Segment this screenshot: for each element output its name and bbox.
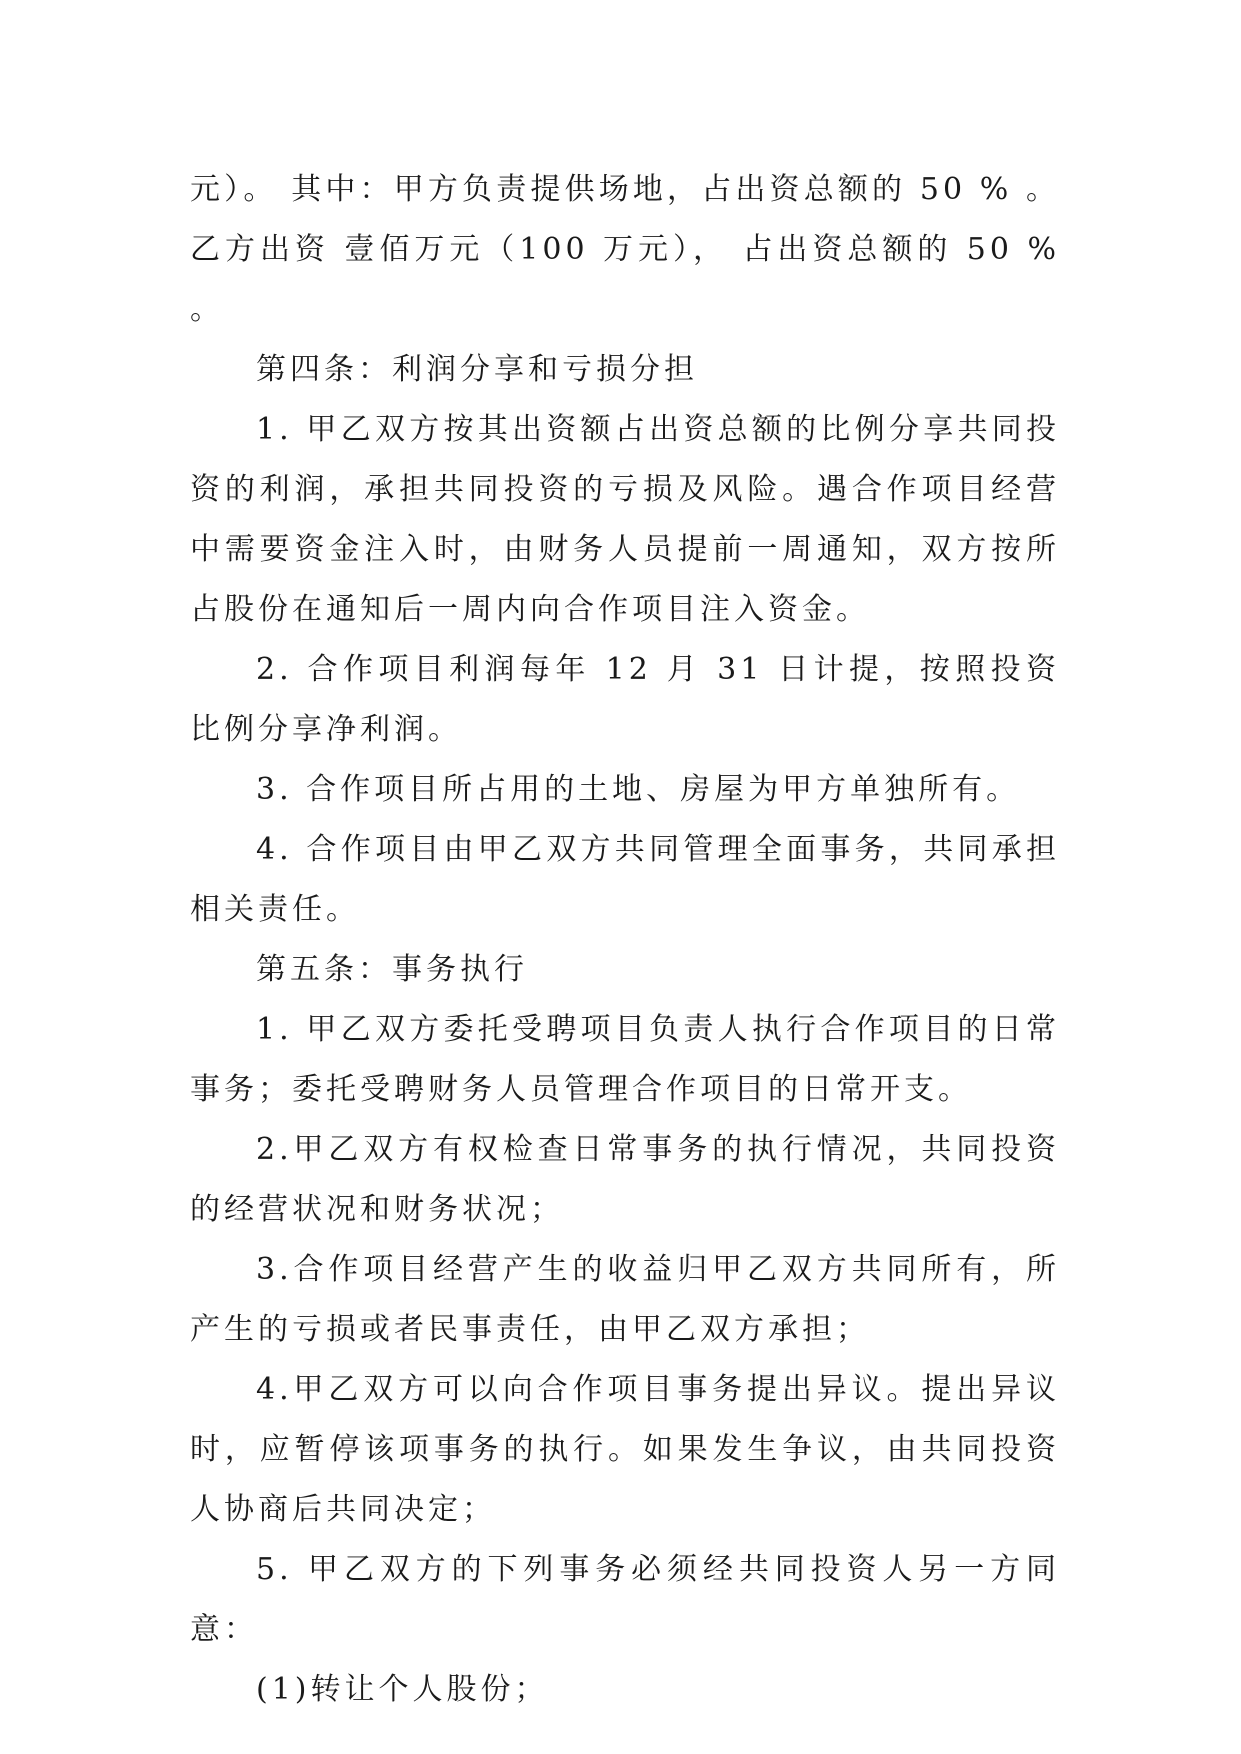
article-4-clause-4: 4. 合作项目由甲乙双方共同管理全面事务，共同承担相关责任。: [190, 832, 1060, 927]
article-5-clause-2: 2.甲乙双方有权检查日常事务的执行情况，共同投资的经营状况和财务状况；: [190, 1132, 1060, 1227]
article-4-clause-2: 2. 合作项目利润每年 12 月 31 日计提，按照投资比例分享净利润。: [190, 652, 1060, 747]
article-4-heading: 第四条：利润分享和亏损分担: [256, 352, 698, 387]
article-5-clause-3: 3.合作项目经营产生的收益归甲乙双方共同所有，所产生的亏损或者民事责任，由甲乙双方承担；: [190, 1252, 1060, 1347]
article-4-clause-3: 3. 合作项目所占用的土地、房屋为甲方单独所有。: [256, 772, 1021, 807]
article-5-clause-5-item-1: (1)转让个人股份；: [256, 1672, 549, 1707]
article-4-clause-1: 1. 甲乙双方按其出资额占出资总额的比例分享共同投资的利润，承担共同投资的亏损及风险。遇合作项目经营中需要资金注入时，由财务人员提前一周通知，双方按所占股份在通知后一周内向合作项目注入资金。: [190, 412, 1060, 627]
article-5-clause-1: 1. 甲乙双方委托受聘项目负责人执行合作项目的日常事务；委托受聘财务人员管理合作项目的日常开支。: [190, 1012, 1060, 1107]
document-body: [190, 160, 1060, 1720]
paragraph-capital-contribution: 元）。 其中：甲方负责提供场地，占出资总额的 50 % 。乙方出资 壹佰万元（100 万元）， 占出资总额的 50 % 。: [190, 172, 1060, 327]
article-5-heading: 第五条：事务执行: [256, 952, 528, 987]
article-5-clause-4: 4.甲乙双方可以向合作项目事务提出异议。提出异议时，应暂停该项事务的执行。如果发生争议，由共同投资人协商后共同决定；: [190, 1372, 1060, 1527]
article-5-clause-5: 5. 甲乙双方的下列事务必须经共同投资人另一方同意：: [190, 1552, 1060, 1647]
